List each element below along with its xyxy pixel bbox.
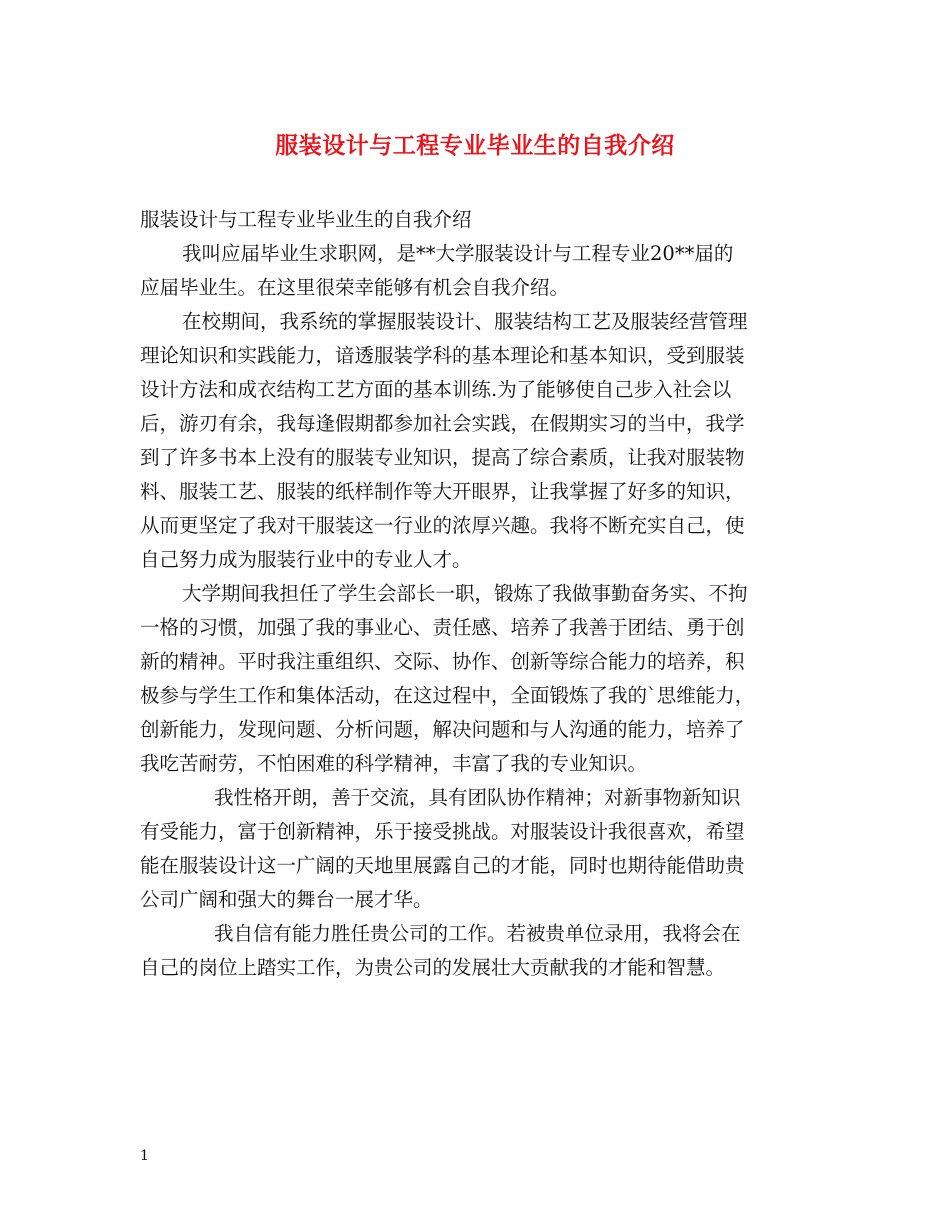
paragraph-line: 我自信有能力胜任贵公司的工作。若被贵单位录用，我将会在	[214, 922, 741, 945]
paragraph-line: 到了许多书本上没有的服装专业知识，提高了综合素质，让我对服装物	[140, 446, 745, 469]
paragraph-line: 一格的习惯，加强了我的事业心、责任感、培养了我善于团结、勇于创	[140, 616, 745, 639]
page-number: 1	[140, 1148, 149, 1164]
paragraph-line: 后，游刃有余，我每逢假期都参加社会实践，在假期实习的当中，我学	[140, 412, 745, 435]
paragraph-line: 我性格开朗，善于交流，具有团队协作精神；对新事物新知识	[214, 786, 741, 809]
paragraph-line: 设计方法和成衣结构工艺方面的基本训练.为了能够使自己步入社会以	[140, 378, 732, 401]
paragraph-line: 我叫应届毕业生求职网，是**大学服装设计与工程专业20**届的	[182, 242, 734, 265]
paragraph-line: 公司广阔和强大的舞台一展才华。	[140, 888, 433, 911]
paragraph-line: 极参与学生工作和集体活动，在这过程中，全面锻炼了我的`思维能力，	[140, 684, 755, 707]
paragraph-line: 我吃苦耐劳，不怕困难的科学精神，丰富了我的专业知识。	[140, 752, 648, 775]
document-title: 服装设计与工程专业毕业生的自我介绍	[275, 133, 675, 159]
paragraph-line: 料、服装工艺、服装的纸样制作等大开眼界，让我掌握了好多的知识，	[140, 480, 745, 503]
paragraph-line: 新的精神。平时我注重组织、交际、协作、创新等综合能力的培养，积	[140, 650, 745, 673]
paragraph-line: 有受能力，富于创新精神，乐于接受挑战。对服装设计我很喜欢，希望	[140, 820, 745, 843]
paragraph-line: 自己努力成为服装行业中的专业人才。	[140, 548, 472, 571]
paragraph-line: 理论知识和实践能力，谙透服装学科的基本理论和基本知识，受到服装	[140, 344, 745, 367]
paragraph-line: 应届毕业生。在这里很荣幸能够有机会自我介绍。	[140, 276, 570, 299]
paragraph-line: 从而更坚定了我对干服装这一行业的浓厚兴趣。我将不断充实自己，使	[140, 514, 745, 537]
paragraph-line: 创新能力，发现问题、分析问题，解决问题和与人沟通的能力，培养了	[140, 718, 745, 741]
paragraph-line: 自己的岗位上踏实工作，为贵公司的发展壮大贡献我的才能和智慧。	[140, 956, 726, 979]
document-body	[140, 203, 815, 985]
paragraph-line: 能在服装设计这一广阔的天地里展露自己的才能，同时也期待能借助贵	[140, 854, 745, 877]
paragraph-line: 大学期间我担任了学生会部长一职，锻炼了我做事勤奋务实、不拘	[182, 582, 748, 605]
paragraph-line: 在校期间，我系统的掌握服装设计、服装结构工艺及服装经营管理	[182, 310, 748, 333]
subtitle-line: 服装设计与工程专业毕业生的自我介绍	[140, 208, 472, 231]
